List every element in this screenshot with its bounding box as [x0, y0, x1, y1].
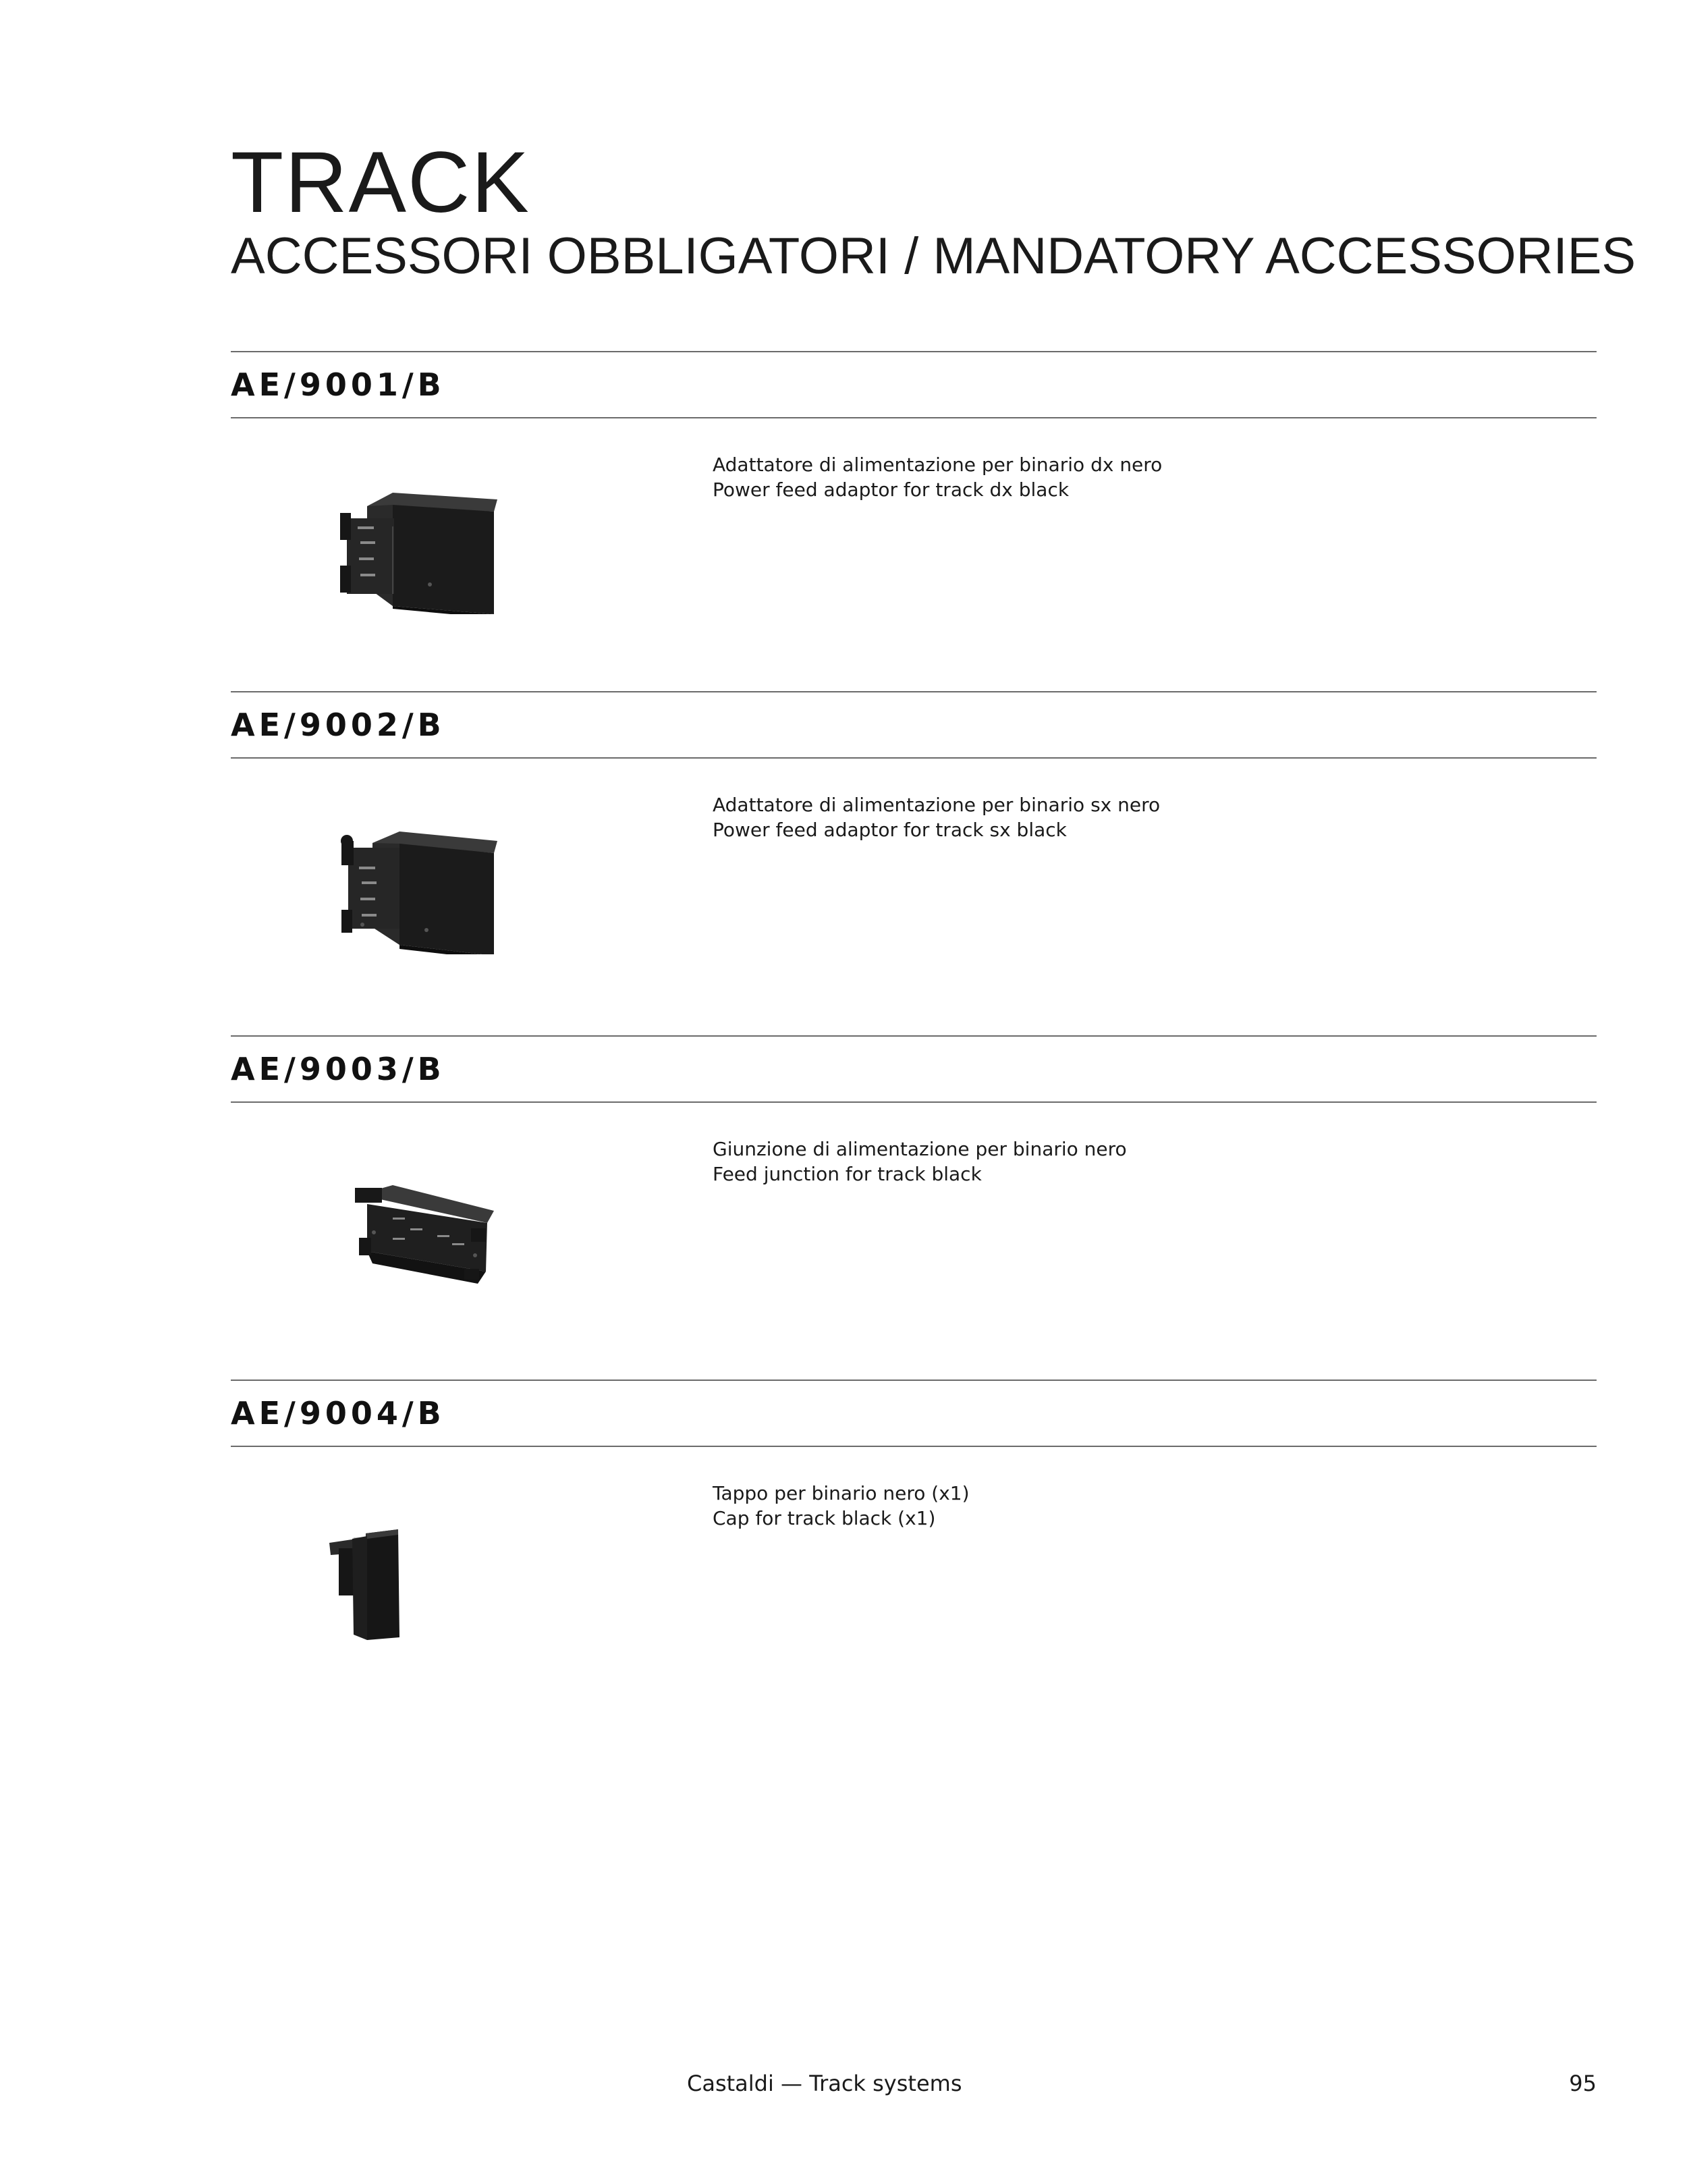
product-description — [713, 1137, 1127, 1186]
product-description — [713, 792, 1160, 842]
product-section — [231, 1380, 1597, 1720]
divider — [231, 351, 1597, 352]
divider — [231, 757, 1597, 759]
track-end-cap-icon — [292, 1454, 548, 1643]
description-it: Giunzione di alimentazione per binario nero — [713, 1138, 1127, 1160]
product-code: AE/9002/B — [231, 707, 445, 743]
divider — [231, 1446, 1597, 1447]
product-description — [713, 1481, 970, 1531]
power-feed-adaptor-right-icon — [292, 425, 548, 614]
description-en: Power feed adaptor for track sx black — [713, 819, 1067, 841]
divider — [231, 417, 1597, 418]
description-it: Adattatore di alimentazione per binario dx nero — [713, 454, 1163, 476]
description-en: Feed junction for track black — [713, 1163, 982, 1185]
description-en: Cap for track black (x1) — [713, 1507, 936, 1529]
description-it: Tappo per binario nero (x1) — [713, 1482, 970, 1504]
product-description — [713, 452, 1162, 502]
power-feed-adaptor-left-icon — [292, 765, 548, 954]
divider — [231, 691, 1597, 692]
feed-junction-icon — [292, 1110, 548, 1299]
page-subtitle: ACCESSORI OBBLIGATORI / MANDATORY ACCESSORIES — [231, 227, 1636, 285]
divider — [231, 1101, 1597, 1103]
page-number: 95 — [1569, 2071, 1597, 2096]
product-section — [231, 1035, 1597, 1375]
product-code: AE/9003/B — [231, 1051, 445, 1087]
product-code: AE/9004/B — [231, 1395, 445, 1431]
divider — [231, 1035, 1597, 1037]
product-section — [231, 351, 1597, 691]
product-code: AE/9001/B — [231, 366, 445, 403]
description-en: Power feed adaptor for track dx black — [713, 479, 1070, 501]
page-title: TRACK — [231, 134, 530, 231]
description-it: Adattatore di alimentazione per binario sx nero — [713, 794, 1161, 816]
product-section — [231, 691, 1597, 1031]
footer-text: Castaldi — Track systems — [687, 2071, 962, 2096]
divider — [231, 1380, 1597, 1381]
